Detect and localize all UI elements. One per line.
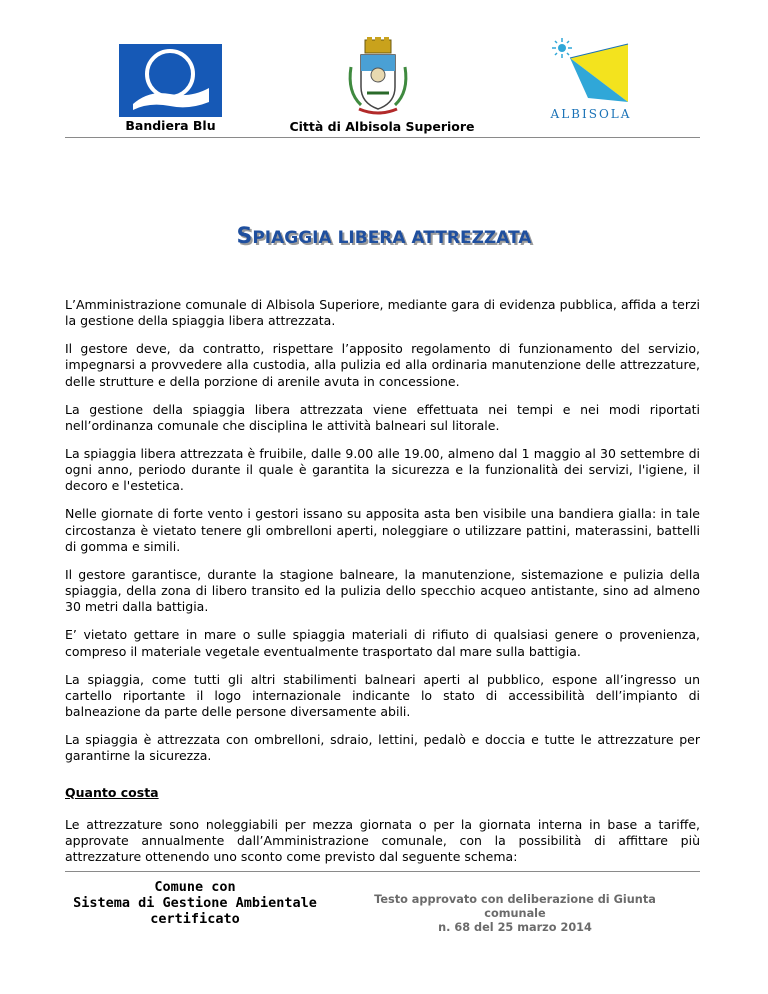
city-caption: Città di Albisola Superiore [289,119,475,134]
paragraph: Il gestore garantisce, durante la stagione balneare, la manutenzione, sistemazione e pulizia della spiaggia, della zona di libero transito ed la pulizia dello specchio acqueo antistante, sino ad almeno 30 metri dalla battigia. [65,566,700,615]
paragraph: L’Amministrazione comunale di Albisola Superiore, mediante gara di evidenza pubblica, affida a terzi la gestione della spiaggia libera attrezzata. [65,297,700,329]
section-heading-cost: Quanto costa [65,784,159,800]
paragraph: La spiaggia libera attrezzata è fruibile, dalle 9.00 alle 19.00, almeno dal 1 maggio al 30 settembre di ogni anno, periodo durante il quale è garantita la sicurezza e la funzionalità dei servizi, l'igiene, il decoro e l'estetica. [65,445,700,494]
document-body [65,297,700,877]
bandiera-blu-logo [119,44,222,117]
bandiera-blu-caption: Bandiera Blu [125,118,216,133]
title-first-letter: S [236,224,253,249]
cost-paragraph: Le attrezzature sono noleggiabili per mezza giornata o per la giornata interna in base a tariffe, approvate annualmente dall’Amministrazione comunale, con la possibilità di affittare più attrezzature ottenendo uno sconto come previsto dal seguente schema: [65,816,700,865]
paragraph: Nelle giornate di forte vento i gestori issano su apposita asta ben visibile una bandiera gialla: in tale circostanza è vietato tenere gli ombrelloni aperti, noleggiare o utilizzare pattini, materassini, battelli di gomma e simili. [65,506,700,554]
albisola-wordmark: ALBISOLA [550,107,632,121]
footer-left-line: certificato [150,911,240,927]
page-header [0,0,768,140]
footer-sga-notice [66,879,324,927]
city-crest-icon [345,37,411,117]
paragraph: E’ vietato gettare in mare o sulle spiaggia materiali di rifiuto di qualsiasi genere o provenienza, compreso il materiale vegetale eventualmente trasportato dal mare sulla battigia. [65,627,700,659]
paragraph: La spiaggia, come tutti gli altri stabilimenti balneari aperti al pubblico, espone all’ingresso un cartello riportante il logo internazionale indicante lo stato di accessibilità dell’impianto di balneazione da parte delle persone diversamente abili. [65,671,700,720]
paragraph: La gestione della spiaggia libera attrezzata viene effettuata nei tempi e nei modi riportati nell’ordinanza comunale che disciplina le attività balneari sul litorale. [65,401,700,433]
footer-approval-note [345,893,685,935]
footer-divider [65,871,700,872]
title-rest: PIAGGIA LIBERA ATTREZZATA [252,228,532,248]
blue-flag-emblem-icon [119,44,222,117]
page-title [0,224,768,249]
footer-right-line: Testo approvato con deliberazione di Giunta comunale [374,893,656,920]
paragraph: Il gestore deve, da contratto, rispettare l’apposito regolamento di funzionamento del servizio, impegnarsi a provvedere alla custodia, alla pulizia ed alla ordinaria manutenzione delle attrezzature, delle strutture e della porzione di arenile avuta in concessione. [65,341,700,389]
paragraph: La spiaggia è attrezzata con ombrelloni, sdraio, lettini, pedalò e doccia e tutte le attrezzature per garantirne la sicurezza. [65,731,700,764]
header-divider [65,137,700,138]
footer-left-line: Comune con [154,879,236,895]
footer-right-line: n. 68 del 25 marzo 2014 [438,921,592,934]
footer-left-line: Sistema di Gestione Ambientale [73,895,317,911]
